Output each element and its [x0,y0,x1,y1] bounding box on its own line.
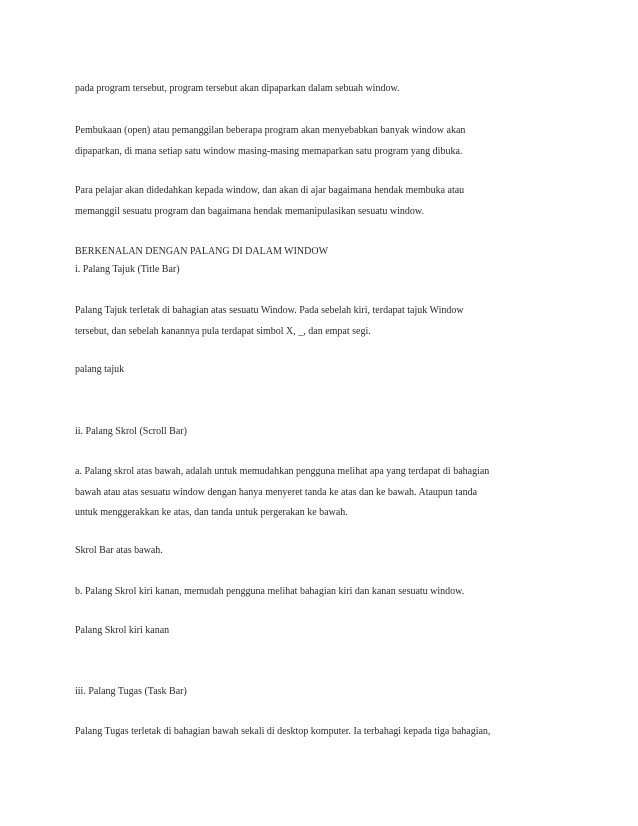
caption: Palang Skrol kiri kanan [75,625,170,636]
subheading: iii. Palang Tugas (Task Bar) [75,686,187,697]
paragraph-line: dipaparkan, di mana setiap satu window masing-masing memaparkan satu program yang dibuka. [75,146,463,157]
paragraph-line: memanggil sesuatu program dan bagaimana hendak memanipulasikan sesuatu window. [75,206,424,217]
paragraph-line: a. Palang skrol atas bawah, adalah untuk memudahkan pengguna melihat apa yang terdapat di bahagian [75,466,490,477]
paragraph-line: pada program tersebut, program tersebut akan dipaparkan dalam sebuah window. [75,83,400,94]
paragraph-line: Para pelajar akan didedahkan kepada window, dan akan di ajar bagaimana hendak membuka atau [75,185,465,196]
subheading: i. Palang Tajuk (Title Bar) [75,264,180,275]
section-heading: BERKENALAN DENGAN PALANG DI DALAM WINDOW [75,246,329,257]
paragraph-line: Palang Tajuk terletak di bahagian atas sesuatu Window. Pada sebelah kiri, terdapat tajuk Window [75,305,464,316]
subheading: ii. Palang Skrol (Scroll Bar) [75,426,187,437]
paragraph-line: Pembukaan (open) atau pemanggilan beberapa program akan menyebabkan banyak window akan [75,125,466,136]
paragraph-line: tersebut, dan sebelah kanannya pula terdapat simbol X, _, dan empat segi. [75,326,371,337]
caption: palang tajuk [75,364,125,375]
paragraph-line: Palang Tugas terletak di bahagian bawah sekali di desktop komputer. Ia terbahagi kepada tiga bahagian, [75,726,491,737]
paragraph-line: bawah atau atas sesuatu window dengan hanya menyeret tanda ke atas dan ke bawah. Ataupun tanda [75,487,478,498]
caption: Skrol Bar atas bawah. [75,545,163,556]
paragraph-line: untuk menggerakkan ke atas, dan tanda untuk pergerakan ke bawah. [75,507,348,518]
paragraph-line: b. Palang Skrol kiri kanan, memudah pengguna melihat bahagian kiri dan kanan sesuatu window. [75,586,465,597]
